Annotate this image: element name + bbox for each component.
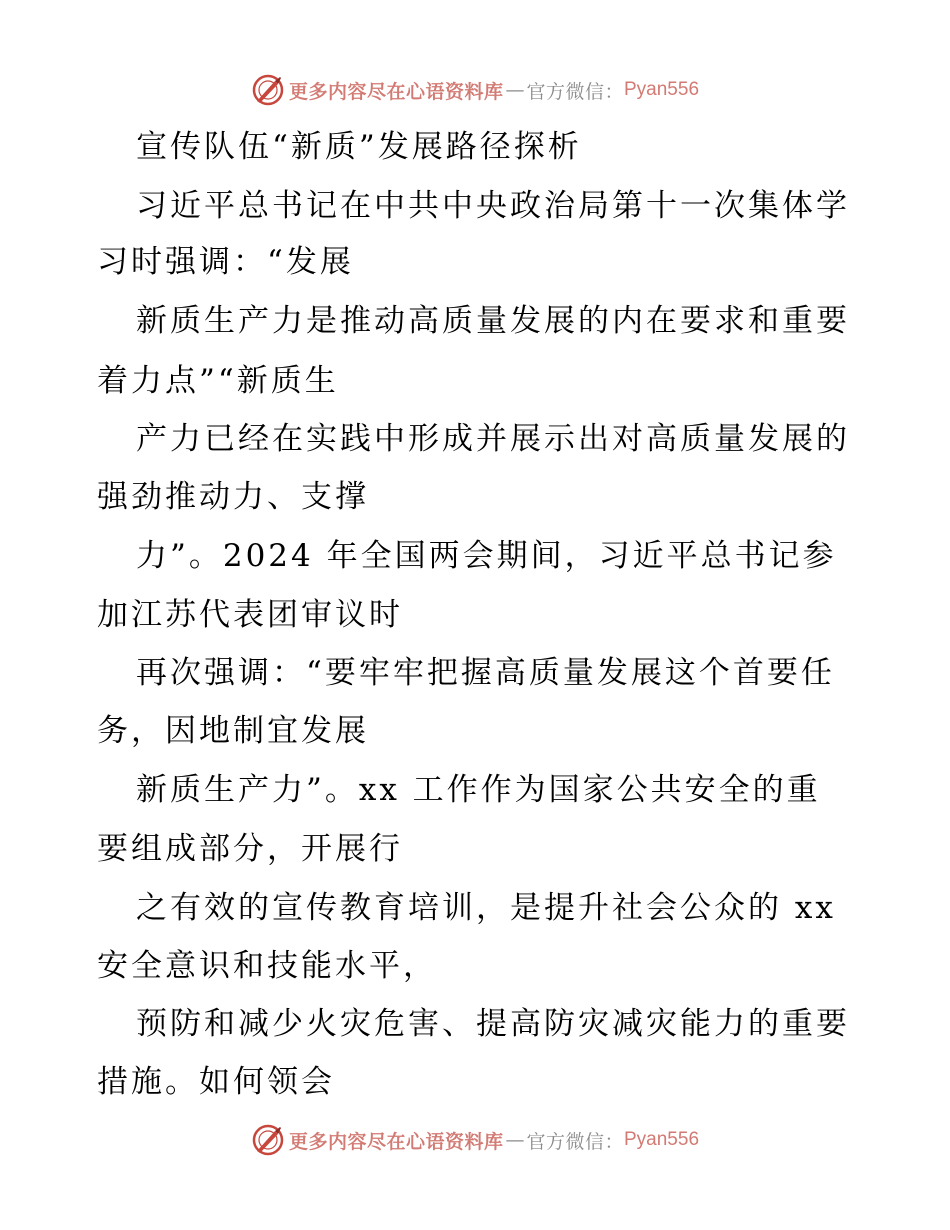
body-line: 着力点”“新质生 bbox=[97, 363, 339, 399]
watermark-account-id: Pyan556 bbox=[624, 1129, 700, 1150]
body-line: 要组成部分，开展行 bbox=[97, 831, 403, 867]
watermark-dash: — bbox=[505, 1129, 525, 1151]
body-line: 之有效的宣传教育培训，是提升社会公众的 xx bbox=[136, 890, 836, 926]
body-line: 安全意识和技能水平， bbox=[97, 948, 437, 984]
body-line: 力”。2024 年全国两会期间，习近平总书记参 bbox=[136, 538, 837, 574]
body-line: 产力已经在实践中形成并展示出对高质量发展的 bbox=[136, 421, 850, 457]
body-line: 再次强调：“要牢牢把握高质量发展这个首要任 bbox=[136, 655, 835, 691]
body-line: 新质生产力是推动高质量发展的内在要求和重要 bbox=[136, 303, 850, 339]
watermark-account-id: Pyan556 bbox=[624, 79, 700, 100]
watermark-wechat-label: 官方微信： bbox=[526, 1130, 624, 1153]
body-line: 习时强调：“发展 bbox=[97, 244, 354, 280]
body-line: 加江苏代表团审议时 bbox=[97, 597, 403, 633]
watermark-wechat-label: 官方微信： bbox=[526, 80, 624, 103]
body-line: 强劲推动力、支撑 bbox=[97, 479, 369, 515]
body-line: 务，因地制宜发展 bbox=[97, 713, 369, 749]
body-line: 习近平总书记在中共中央政治局第十一次集体学 bbox=[136, 188, 850, 224]
body-line: 措施。如何领会 bbox=[97, 1064, 335, 1100]
document-title: 宣传队伍“新质”发展路径探析 bbox=[136, 129, 582, 165]
body-line: 新质生产力”。xx 工作作为国家公共安全的重 bbox=[136, 772, 821, 808]
watermark-dash: — bbox=[505, 79, 525, 101]
footer-watermark bbox=[0, 1120, 950, 1160]
body-line: 预防和减少火灾危害、提高防灾减灾能力的重要 bbox=[136, 1006, 850, 1042]
watermark-site-name: 更多内容尽在心语资料库 bbox=[288, 1130, 504, 1153]
watermark-site-name: 更多内容尽在心语资料库 bbox=[288, 80, 504, 103]
quill-seal-icon bbox=[251, 1123, 285, 1157]
